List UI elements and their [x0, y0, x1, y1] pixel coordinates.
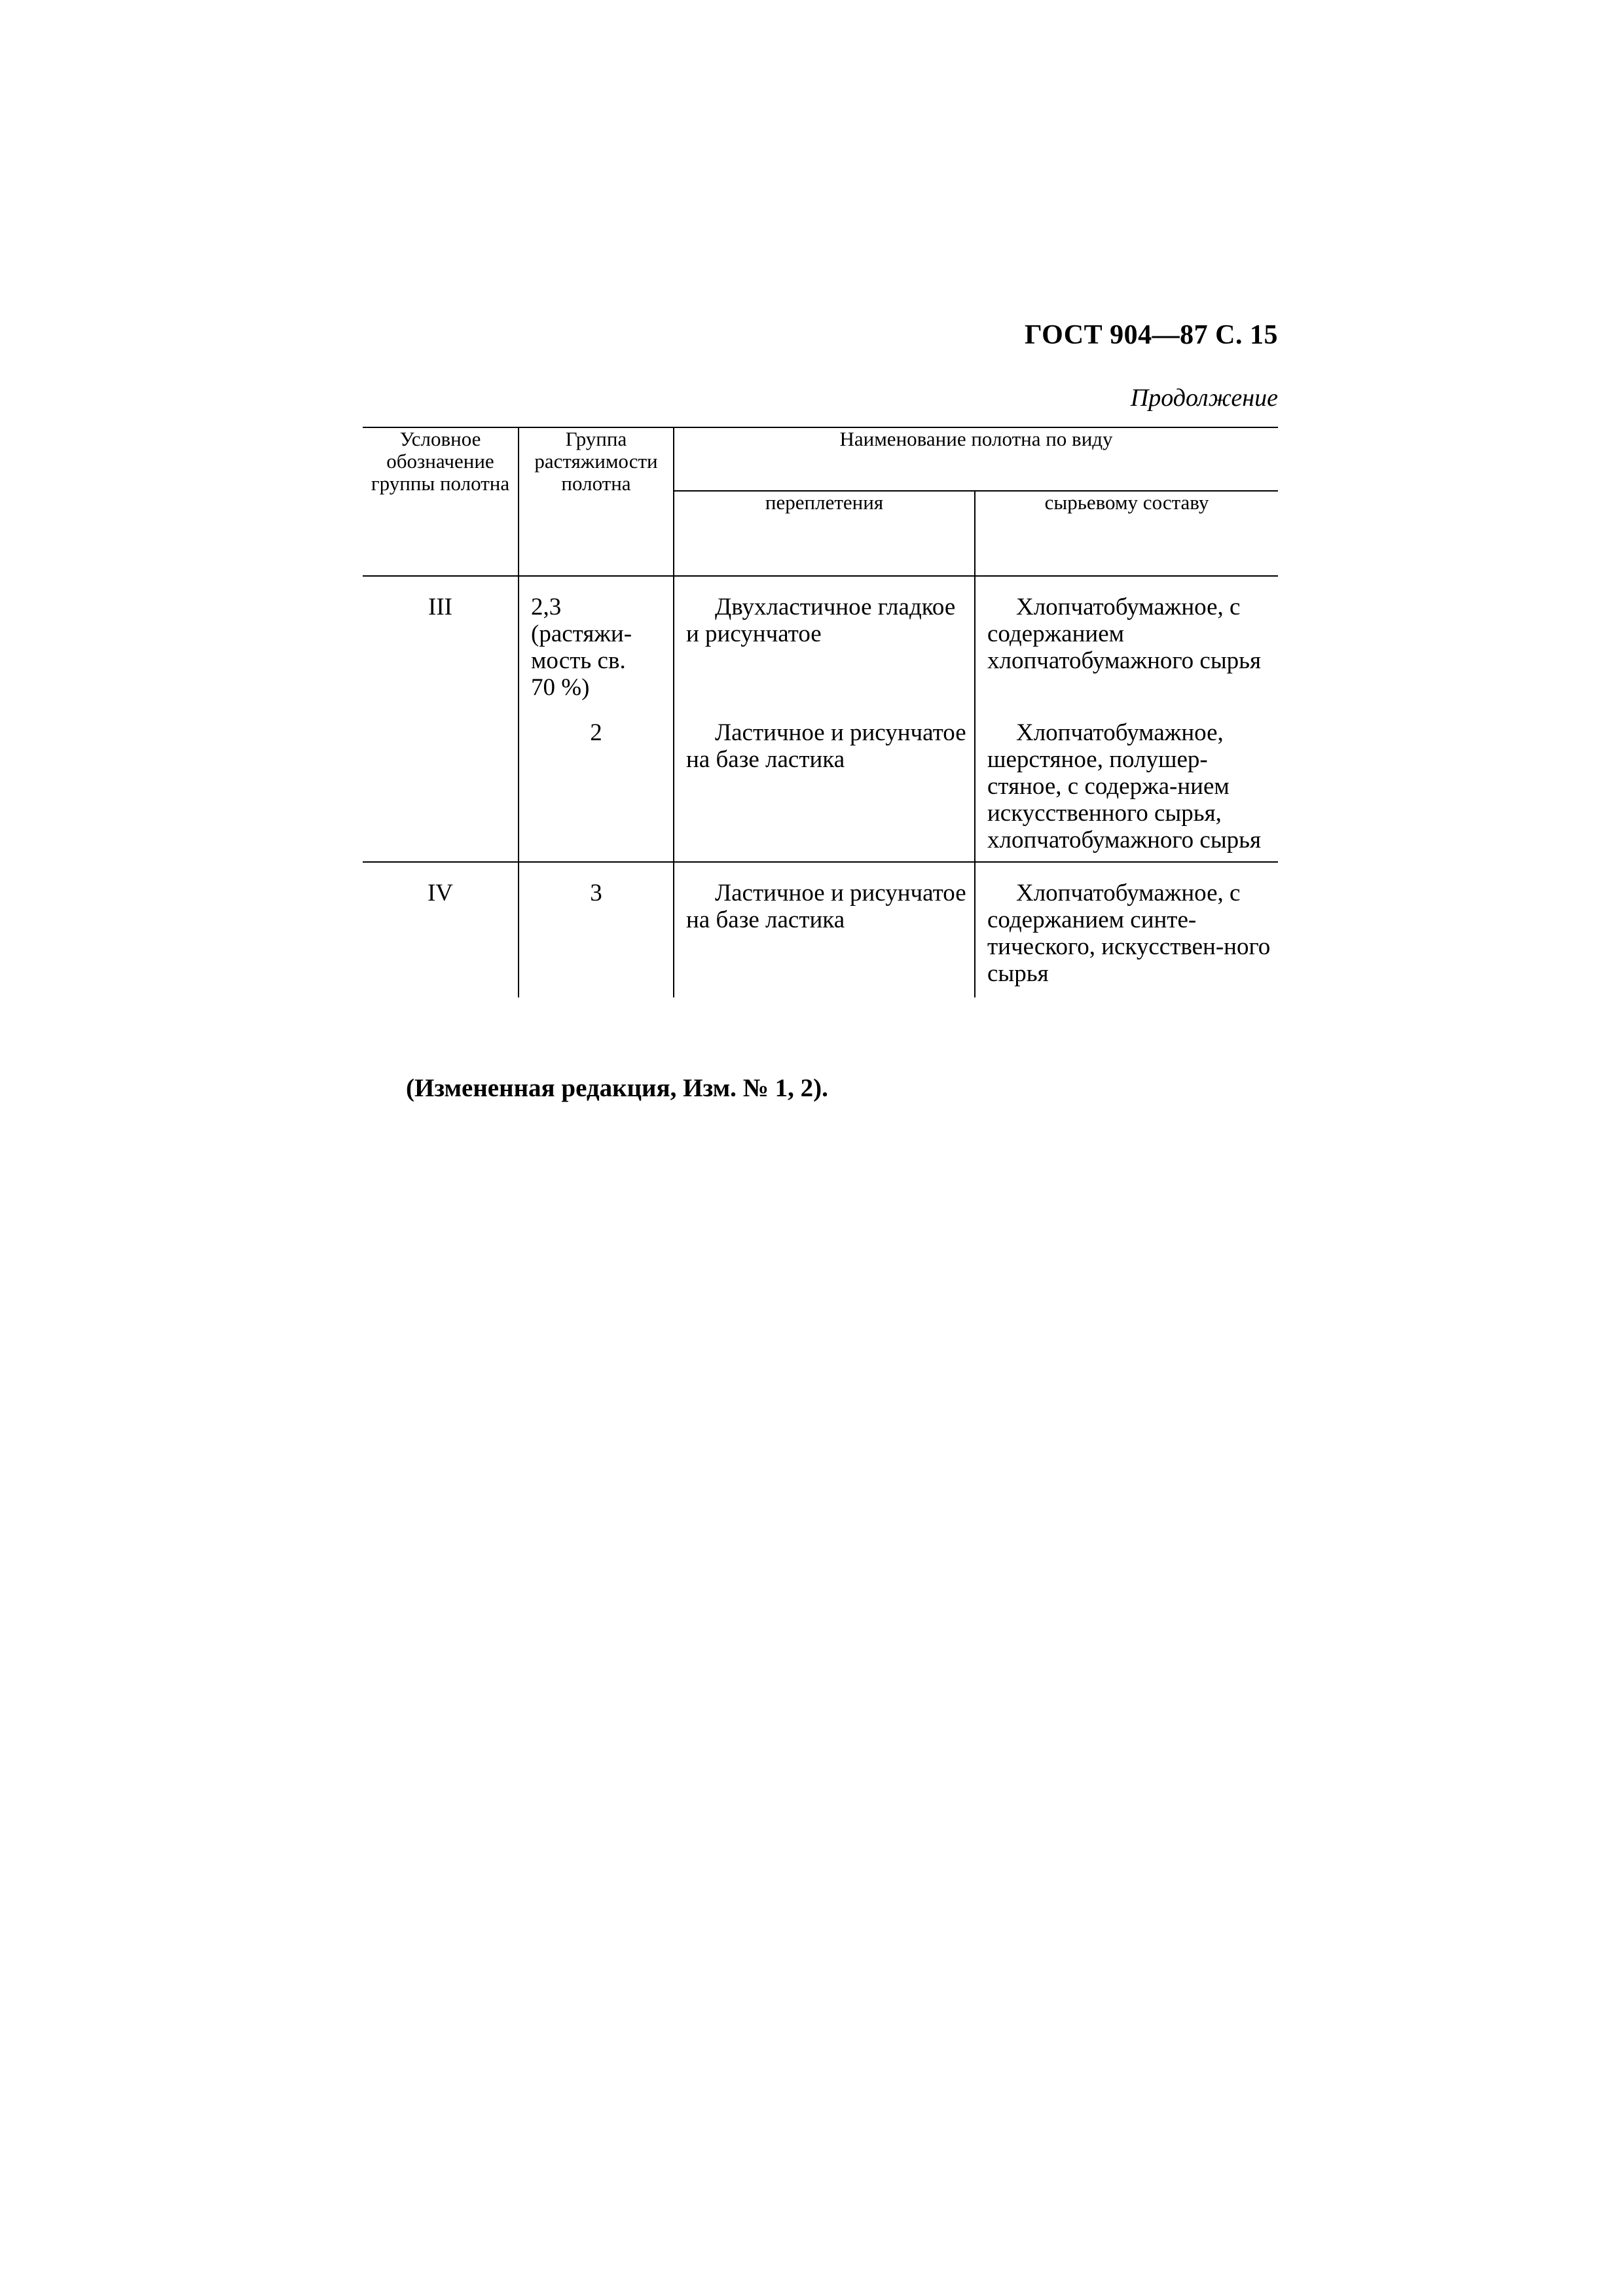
header-stretch-group: Группа растяжимости полотна [519, 427, 674, 576]
table-row [363, 576, 1278, 701]
group-cell: III [428, 594, 452, 620]
weave-cell: Ластичное и рисунчатое на базе ластика [674, 862, 975, 997]
stretch-cell: 2 [519, 701, 674, 862]
weave-cell: Двухластичное гладкое и рисунчатое [674, 576, 975, 701]
stretch-cell [519, 576, 674, 701]
header-raw-material: сырьевому составу [975, 491, 1278, 576]
fabric-groups-table [363, 427, 1278, 997]
material-cell: Хлопчатобумажное, шерстяное, полушер-стяное, с содержа-нием искусственного сырья, хлопчатобумажного сырья [975, 701, 1278, 862]
material-cell: Хлопчатобумажное, с содержанием синте-тического, искусствен-ного сырья [975, 862, 1278, 997]
header-group-designation: Условное обозначение группы полотна [363, 427, 519, 576]
stretch-value: 2,3 (растяжи-мость св. 70 %) [531, 594, 632, 701]
page-header: ГОСТ 904—87 С. 15 [1024, 320, 1278, 350]
header-weave: переплетения [674, 491, 975, 576]
group-cell: IV [363, 862, 519, 997]
material-cell: Хлопчатобумажное, с содержанием хлопчатобумажного сырья [975, 576, 1278, 701]
table-row [363, 862, 1278, 997]
header-name-by-type: Наименование полотна по виду [674, 427, 1278, 491]
amendment-note: (Измененная редакция, Изм. № 1, 2). [406, 1074, 828, 1102]
continuation-label: Продолжение [1130, 384, 1278, 412]
weave-cell: Ластичное и рисунчатое на базе ластика [674, 701, 975, 862]
stretch-cell: 3 [519, 862, 674, 997]
